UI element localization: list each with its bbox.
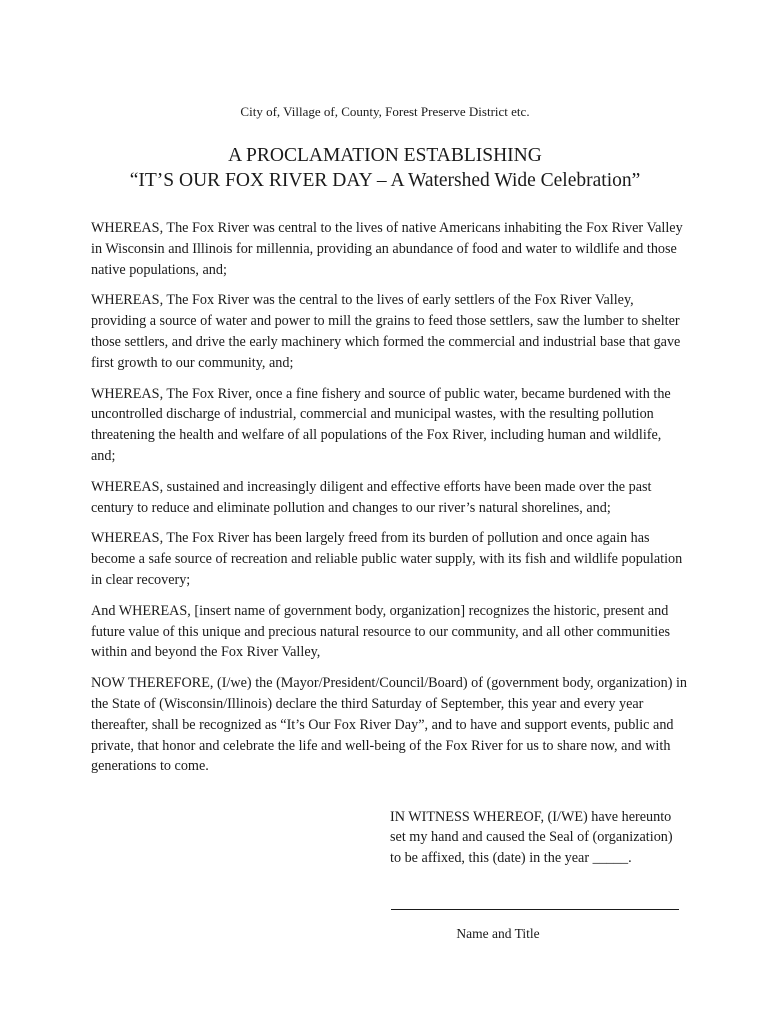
witness-statement: IN WITNESS WHEREOF, (I/WE) have hereunto set my hand and caused the Seal of (organization) to be affixed, this (date) in the year _____. (390, 809, 673, 866)
proclamation-body (91, 218, 689, 787)
jurisdiction-header: City of, Village of, County, Forest Preserve District etc. (240, 104, 530, 119)
signature-caption: Name and Title (456, 926, 540, 941)
title-line-1: A PROCLAMATION ESTABLISHING (228, 145, 542, 166)
now-therefore-paragraph: NOW THEREFORE, (I/we) the (Mayor/President/Council/Board) of (government body, organization) in the State of (Wisconsin/Illinois) declare the third Saturday of September, this year and every year thereafter, shall be recognized as “It’s Our Fox River Day”, and to have and support events, public and private, that honor and celebrate the life and well-being of the Fox River for us to share now, and with generations to come. (91, 675, 688, 775)
title-line-2: “IT’S OUR FOX RIVER DAY – A Watershed Wide Celebration” (129, 170, 641, 191)
whereas-paragraph-3: WHEREAS, The Fox River, once a fine fishery and source of public water, became burdened with the uncontrolled discharge of industrial, commercial and municipal wastes, with the resulting pollution threatening the health and welfare of all populations of the Fox River, including human and wildlife, and; (91, 385, 671, 464)
whereas-paragraph-2: WHEREAS, The Fox River was the central to the lives of early settlers of the Fox River Valley, providing a source of water and power to mill the grains to feed those settlers, saw the lumber to shelter those settlers, and drive the early machinery which formed the commercial and industrial base that gave first growth to our community, and; (91, 292, 681, 371)
signature-line (391, 909, 679, 910)
whereas-paragraph-1: WHEREAS, The Fox River was central to the lives of native Americans inhabiting the Fox River Valley in Wisconsin and Illinois for millennia, providing an abundance of food and water to wildlife and those native populations, and; (91, 220, 683, 278)
whereas-paragraph-5: WHEREAS, The Fox River has been largely freed from its burden of pollution and once again has become a safe source of recreation and reliable public water supply, with its fish and wildlife population in clear recovery; (91, 530, 683, 588)
proclamation-title (0, 143, 770, 193)
whereas-paragraph-4: WHEREAS, sustained and increasingly diligent and effective efforts have been made over the past century to reduce and eliminate pollution and changes to our river’s natural shorelines, and; (91, 478, 652, 516)
whereas-paragraph-6: And WHEREAS, [insert name of government body, organization] recognizes the historic, present and future value of this unique and precious natural resource to our community, and all other communities within and beyond the Fox River Valley, (91, 602, 671, 661)
